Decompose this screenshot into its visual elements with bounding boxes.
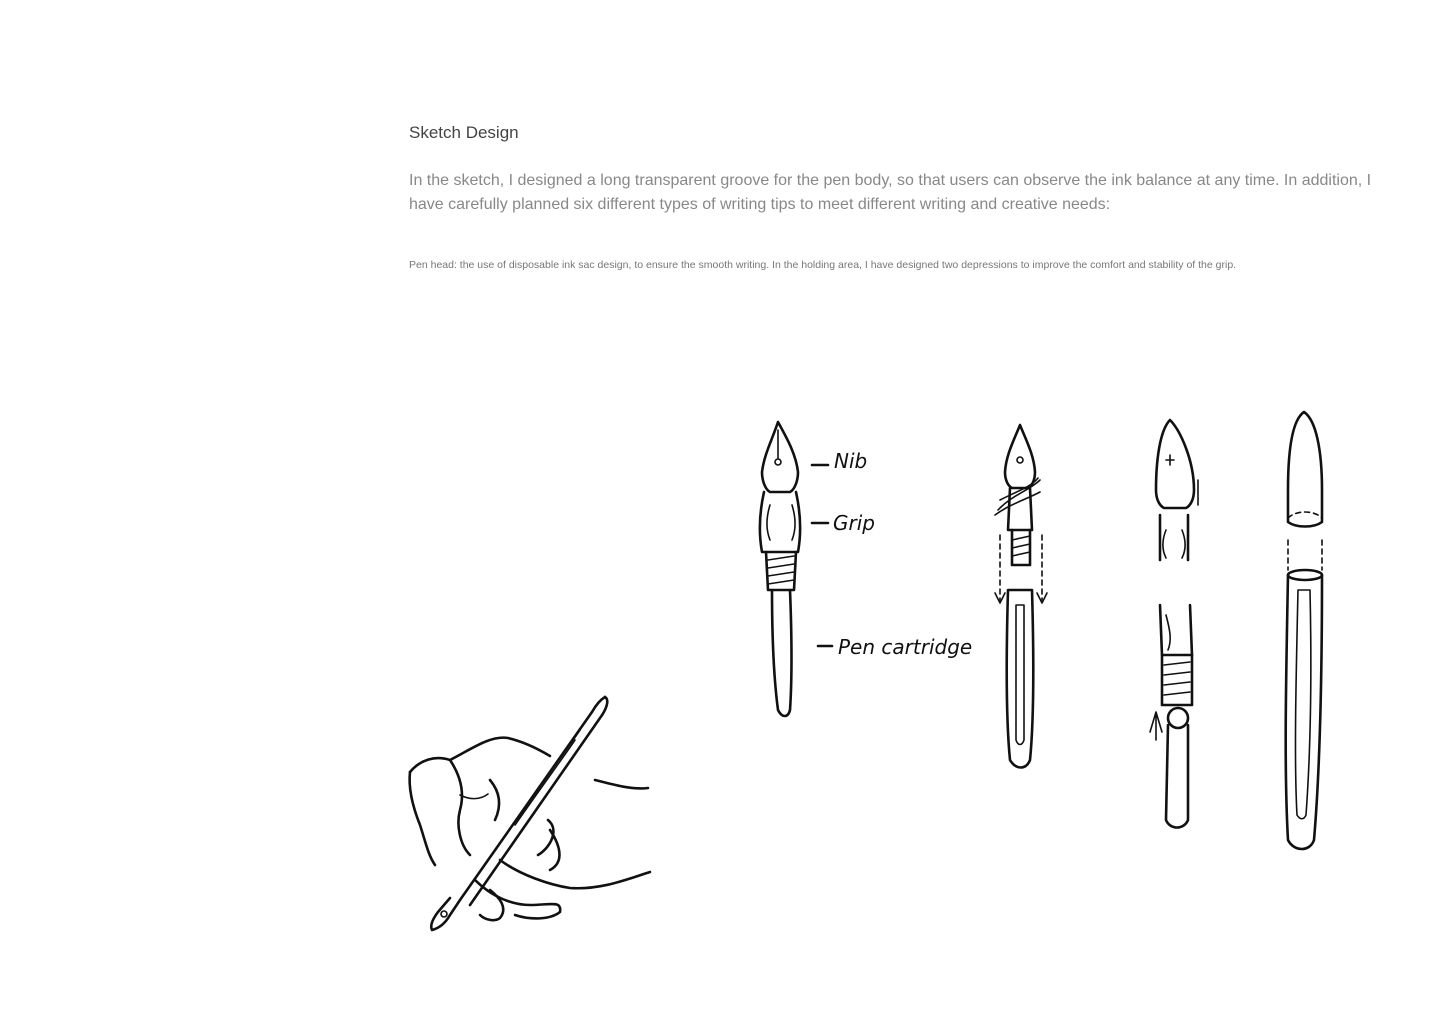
detail-paragraph: Pen head: the use of disposable ink sac design, to ensure the smooth writing. In the holding area, I have designed two depressions to improve the comfort and stability of the grip. — [409, 259, 1237, 271]
parts-pen-drawing — [1150, 420, 1198, 828]
pen-sketch-illustration — [400, 400, 1360, 960]
label-grip: Grip — [833, 511, 875, 535]
labeled-pen-drawing — [760, 422, 972, 716]
label-pen-cartridge: Pen cartridge — [838, 635, 973, 659]
label-nib: Nib — [834, 449, 868, 473]
assembly-pen-drawing — [995, 425, 1047, 768]
hand-holding-pen-drawing — [410, 697, 650, 930]
intro-paragraph: In the sketch, I designed a long transparent groove for the pen body, so that users can observe the ink balance at any time. In addition, I have carefully planned six different types of writing tips to meet different writing and creative needs: — [409, 172, 1372, 213]
transparent-body-pen-drawing — [1286, 412, 1322, 849]
section-title: Sketch Design — [409, 123, 519, 142]
